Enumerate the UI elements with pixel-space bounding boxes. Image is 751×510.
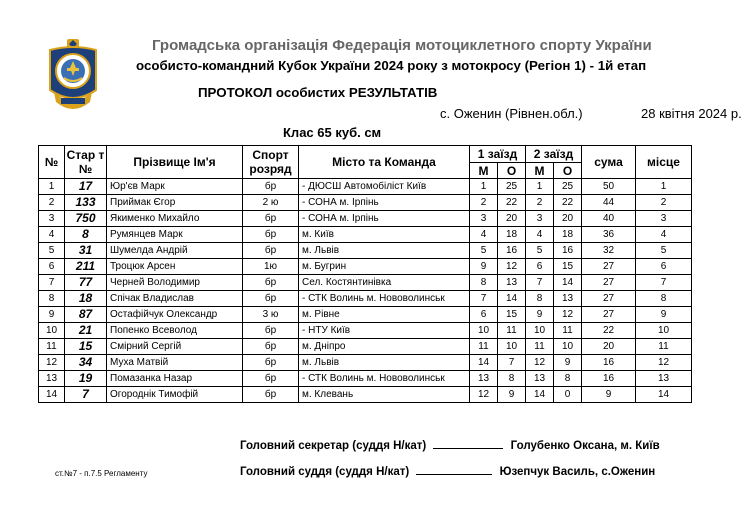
cell-sum: 27	[582, 307, 636, 323]
cell-m1: 3	[470, 211, 498, 227]
cell-pos: 9	[636, 307, 692, 323]
cell-m2: 5	[526, 243, 554, 259]
protocol-title: ПРОТОКОЛ особистих РЕЗУЛЬТАТІВ	[198, 85, 438, 100]
cell-o1: 8	[498, 371, 526, 387]
judge-signature-line	[416, 474, 492, 475]
cell-sum: 50	[582, 179, 636, 195]
cell-team: м. Бугрин	[299, 259, 470, 275]
cell-o2: 13	[554, 291, 582, 307]
regulation-note: ст.№7 - п.7.5 Регламенту	[55, 469, 148, 478]
header-heat1-points: О	[498, 163, 526, 179]
cell-team: м. Дніпро	[299, 339, 470, 355]
cell-o1: 16	[498, 243, 526, 259]
cell-o1: 20	[498, 211, 526, 227]
cell-team: - СОНА м. Ірпінь	[299, 195, 470, 211]
cell-sum: 27	[582, 291, 636, 307]
cell-rank: бр	[243, 179, 299, 195]
table-row	[39, 275, 692, 291]
cell-team: м. Львів	[299, 355, 470, 371]
cell-rank: бр	[243, 355, 299, 371]
federation-emblem-icon	[44, 38, 102, 116]
table-row	[39, 339, 692, 355]
cell-no: 7	[39, 275, 65, 291]
cell-o2: 10	[554, 339, 582, 355]
cell-sum: 9	[582, 387, 636, 403]
cell-m1: 4	[470, 227, 498, 243]
cell-sum: 22	[582, 323, 636, 339]
cell-start: 77	[65, 275, 107, 291]
cell-sum: 27	[582, 259, 636, 275]
table-row	[39, 355, 692, 371]
cell-start: 15	[65, 339, 107, 355]
cell-o2: 8	[554, 371, 582, 387]
cell-team: м. Львів	[299, 243, 470, 259]
cell-o2: 9	[554, 355, 582, 371]
cell-pos: 12	[636, 355, 692, 371]
cell-team: м. Київ	[299, 227, 470, 243]
cell-name: Черней Володимир	[107, 275, 243, 291]
cell-team: - НТУ Київ	[299, 323, 470, 339]
cell-m2: 12	[526, 355, 554, 371]
header-position: місце	[636, 146, 692, 179]
cell-sum: 32	[582, 243, 636, 259]
cell-no: 4	[39, 227, 65, 243]
header-heat2: 2 заїзд	[526, 146, 582, 163]
cell-no: 2	[39, 195, 65, 211]
table-row	[39, 307, 692, 323]
judge-line	[240, 466, 655, 478]
cell-pos: 1	[636, 179, 692, 195]
cell-name: Шумелда Андрій	[107, 243, 243, 259]
cell-m1: 8	[470, 275, 498, 291]
cell-m1: 12	[470, 387, 498, 403]
cell-rank: бр	[243, 243, 299, 259]
cell-pos: 10	[636, 323, 692, 339]
cell-name: Троцюк Арсен	[107, 259, 243, 275]
table-row	[39, 387, 692, 403]
judge-label: Головний суддя (суддя Н/кат)	[240, 466, 410, 478]
cell-no: 13	[39, 371, 65, 387]
cell-sum: 44	[582, 195, 636, 211]
table-row	[39, 323, 692, 339]
cell-sum: 16	[582, 371, 636, 387]
cell-m1: 11	[470, 339, 498, 355]
cell-team: м. Клевань	[299, 387, 470, 403]
header-rank: Спорт розряд	[243, 146, 299, 179]
header-heat2-place: М	[526, 163, 554, 179]
results-body	[39, 179, 692, 403]
cell-start: 750	[65, 211, 107, 227]
cell-o2: 16	[554, 243, 582, 259]
cell-o2: 14	[554, 275, 582, 291]
cell-o2: 25	[554, 179, 582, 195]
cell-rank: 3 ю	[243, 307, 299, 323]
cell-no: 5	[39, 243, 65, 259]
organization-title: Громадська організація Федерація мотоциклетного спорту України	[152, 37, 652, 54]
cell-o2: 11	[554, 323, 582, 339]
header-sum: сума	[582, 146, 636, 179]
cell-rank: бр	[243, 387, 299, 403]
secretary-name: Голубенко Оксана, м. Київ	[510, 440, 660, 452]
cell-m1: 1	[470, 179, 498, 195]
cell-pos: 4	[636, 227, 692, 243]
cell-start: 19	[65, 371, 107, 387]
cell-m2: 11	[526, 339, 554, 355]
cell-m1: 7	[470, 291, 498, 307]
cell-m1: 14	[470, 355, 498, 371]
cell-start: 17	[65, 179, 107, 195]
cell-name: Приймак Єгор	[107, 195, 243, 211]
cell-no: 6	[39, 259, 65, 275]
cell-no: 3	[39, 211, 65, 227]
secretary-label: Головний секретар (суддя Н/кат)	[240, 440, 427, 452]
cell-team: - ДЮСШ Автомобіліст Київ	[299, 179, 470, 195]
cell-name: Помазанка Назар	[107, 371, 243, 387]
table-row	[39, 227, 692, 243]
cell-pos: 2	[636, 195, 692, 211]
cell-m1: 9	[470, 259, 498, 275]
header-heat1: 1 заїзд	[470, 146, 526, 163]
cell-m2: 9	[526, 307, 554, 323]
cell-m1: 5	[470, 243, 498, 259]
event-title: особисто-командний Кубок України 2024 року з мотокросу (Регіон 1) - 1й етап	[136, 58, 647, 73]
cell-rank: бр	[243, 323, 299, 339]
cell-rank: бр	[243, 291, 299, 307]
header-start-no: Стар т №	[65, 146, 107, 179]
cell-name: Огороднік Тимофій	[107, 387, 243, 403]
cell-name: Юр'єв Марк	[107, 179, 243, 195]
cell-o2: 12	[554, 307, 582, 323]
cell-o1: 7	[498, 355, 526, 371]
header-heat2-points: О	[554, 163, 582, 179]
class-title: Клас 65 куб. см	[283, 125, 382, 140]
cell-m2: 14	[526, 387, 554, 403]
cell-name: Остафійчук Олександр	[107, 307, 243, 323]
cell-start: 7	[65, 387, 107, 403]
cell-start: 21	[65, 323, 107, 339]
table-row	[39, 259, 692, 275]
cell-no: 8	[39, 291, 65, 307]
cell-o1: 25	[498, 179, 526, 195]
cell-pos: 8	[636, 291, 692, 307]
cell-rank: бр	[243, 371, 299, 387]
cell-no: 11	[39, 339, 65, 355]
cell-m2: 7	[526, 275, 554, 291]
cell-o1: 18	[498, 227, 526, 243]
table-row	[39, 371, 692, 387]
cell-o2: 20	[554, 211, 582, 227]
cell-no: 10	[39, 323, 65, 339]
cell-m1: 13	[470, 371, 498, 387]
cell-o1: 12	[498, 259, 526, 275]
cell-pos: 6	[636, 259, 692, 275]
results-table	[38, 145, 692, 403]
cell-m2: 8	[526, 291, 554, 307]
cell-team: Сел. Костянтинівка	[299, 275, 470, 291]
cell-no: 14	[39, 387, 65, 403]
cell-rank: бр	[243, 339, 299, 355]
cell-start: 8	[65, 227, 107, 243]
cell-rank: бр	[243, 275, 299, 291]
cell-team: - СОНА м. Ірпінь	[299, 211, 470, 227]
cell-o1: 9	[498, 387, 526, 403]
cell-rank: бр	[243, 227, 299, 243]
cell-m2: 3	[526, 211, 554, 227]
cell-m2: 10	[526, 323, 554, 339]
cell-pos: 3	[636, 211, 692, 227]
cell-o2: 22	[554, 195, 582, 211]
event-place: с. Оженин (Рівнен.обл.)	[440, 106, 583, 121]
cell-o2: 18	[554, 227, 582, 243]
cell-start: 34	[65, 355, 107, 371]
cell-m2: 6	[526, 259, 554, 275]
header-heat1-place: М	[470, 163, 498, 179]
judge-name: Юзепчук Василь, с.Оженин	[499, 466, 656, 478]
cell-name: Муха Матвій	[107, 355, 243, 371]
header-name: Прізвище Ім'я	[107, 146, 243, 179]
cell-m1: 2	[470, 195, 498, 211]
cell-pos: 5	[636, 243, 692, 259]
table-row	[39, 195, 692, 211]
header-city-team: Місто та Команда	[299, 146, 470, 179]
cell-no: 1	[39, 179, 65, 195]
cell-sum: 16	[582, 355, 636, 371]
cell-name: Спічак Владислав	[107, 291, 243, 307]
cell-team: - СТК Волинь м. Нововолинськ	[299, 371, 470, 387]
cell-m1: 10	[470, 323, 498, 339]
cell-team: - СТК Волинь м. Нововолинськ	[299, 291, 470, 307]
cell-name: Румянцев Марк	[107, 227, 243, 243]
table-row	[39, 291, 692, 307]
cell-m2: 1	[526, 179, 554, 195]
cell-name: Якименко Михайло	[107, 211, 243, 227]
cell-sum: 27	[582, 275, 636, 291]
cell-sum: 40	[582, 211, 636, 227]
cell-o2: 15	[554, 259, 582, 275]
cell-o1: 11	[498, 323, 526, 339]
cell-o1: 22	[498, 195, 526, 211]
cell-no: 12	[39, 355, 65, 371]
table-row	[39, 211, 692, 227]
cell-start: 87	[65, 307, 107, 323]
cell-m2: 4	[526, 227, 554, 243]
cell-start: 31	[65, 243, 107, 259]
table-row	[39, 243, 692, 259]
secretary-signature-line	[433, 448, 503, 449]
cell-o2: 0	[554, 387, 582, 403]
cell-o1: 14	[498, 291, 526, 307]
cell-o1: 13	[498, 275, 526, 291]
event-date: 28 квітня 2024 р.	[641, 106, 742, 121]
cell-start: 211	[65, 259, 107, 275]
cell-o1: 10	[498, 339, 526, 355]
header-no: №	[39, 146, 65, 179]
cell-team: м. Рівне	[299, 307, 470, 323]
cell-start: 133	[65, 195, 107, 211]
cell-m1: 6	[470, 307, 498, 323]
cell-name: Смірний Сергій	[107, 339, 243, 355]
table-row	[39, 179, 692, 195]
cell-m2: 13	[526, 371, 554, 387]
cell-o1: 15	[498, 307, 526, 323]
cell-pos: 11	[636, 339, 692, 355]
cell-m2: 2	[526, 195, 554, 211]
cell-no: 9	[39, 307, 65, 323]
cell-sum: 36	[582, 227, 636, 243]
cell-rank: 1ю	[243, 259, 299, 275]
cell-start: 18	[65, 291, 107, 307]
cell-rank: 2 ю	[243, 195, 299, 211]
cell-name: Попенко Всеволод	[107, 323, 243, 339]
cell-pos: 14	[636, 387, 692, 403]
cell-sum: 20	[582, 339, 636, 355]
cell-pos: 7	[636, 275, 692, 291]
cell-rank: бр	[243, 211, 299, 227]
cell-pos: 13	[636, 371, 692, 387]
secretary-line	[240, 440, 660, 452]
